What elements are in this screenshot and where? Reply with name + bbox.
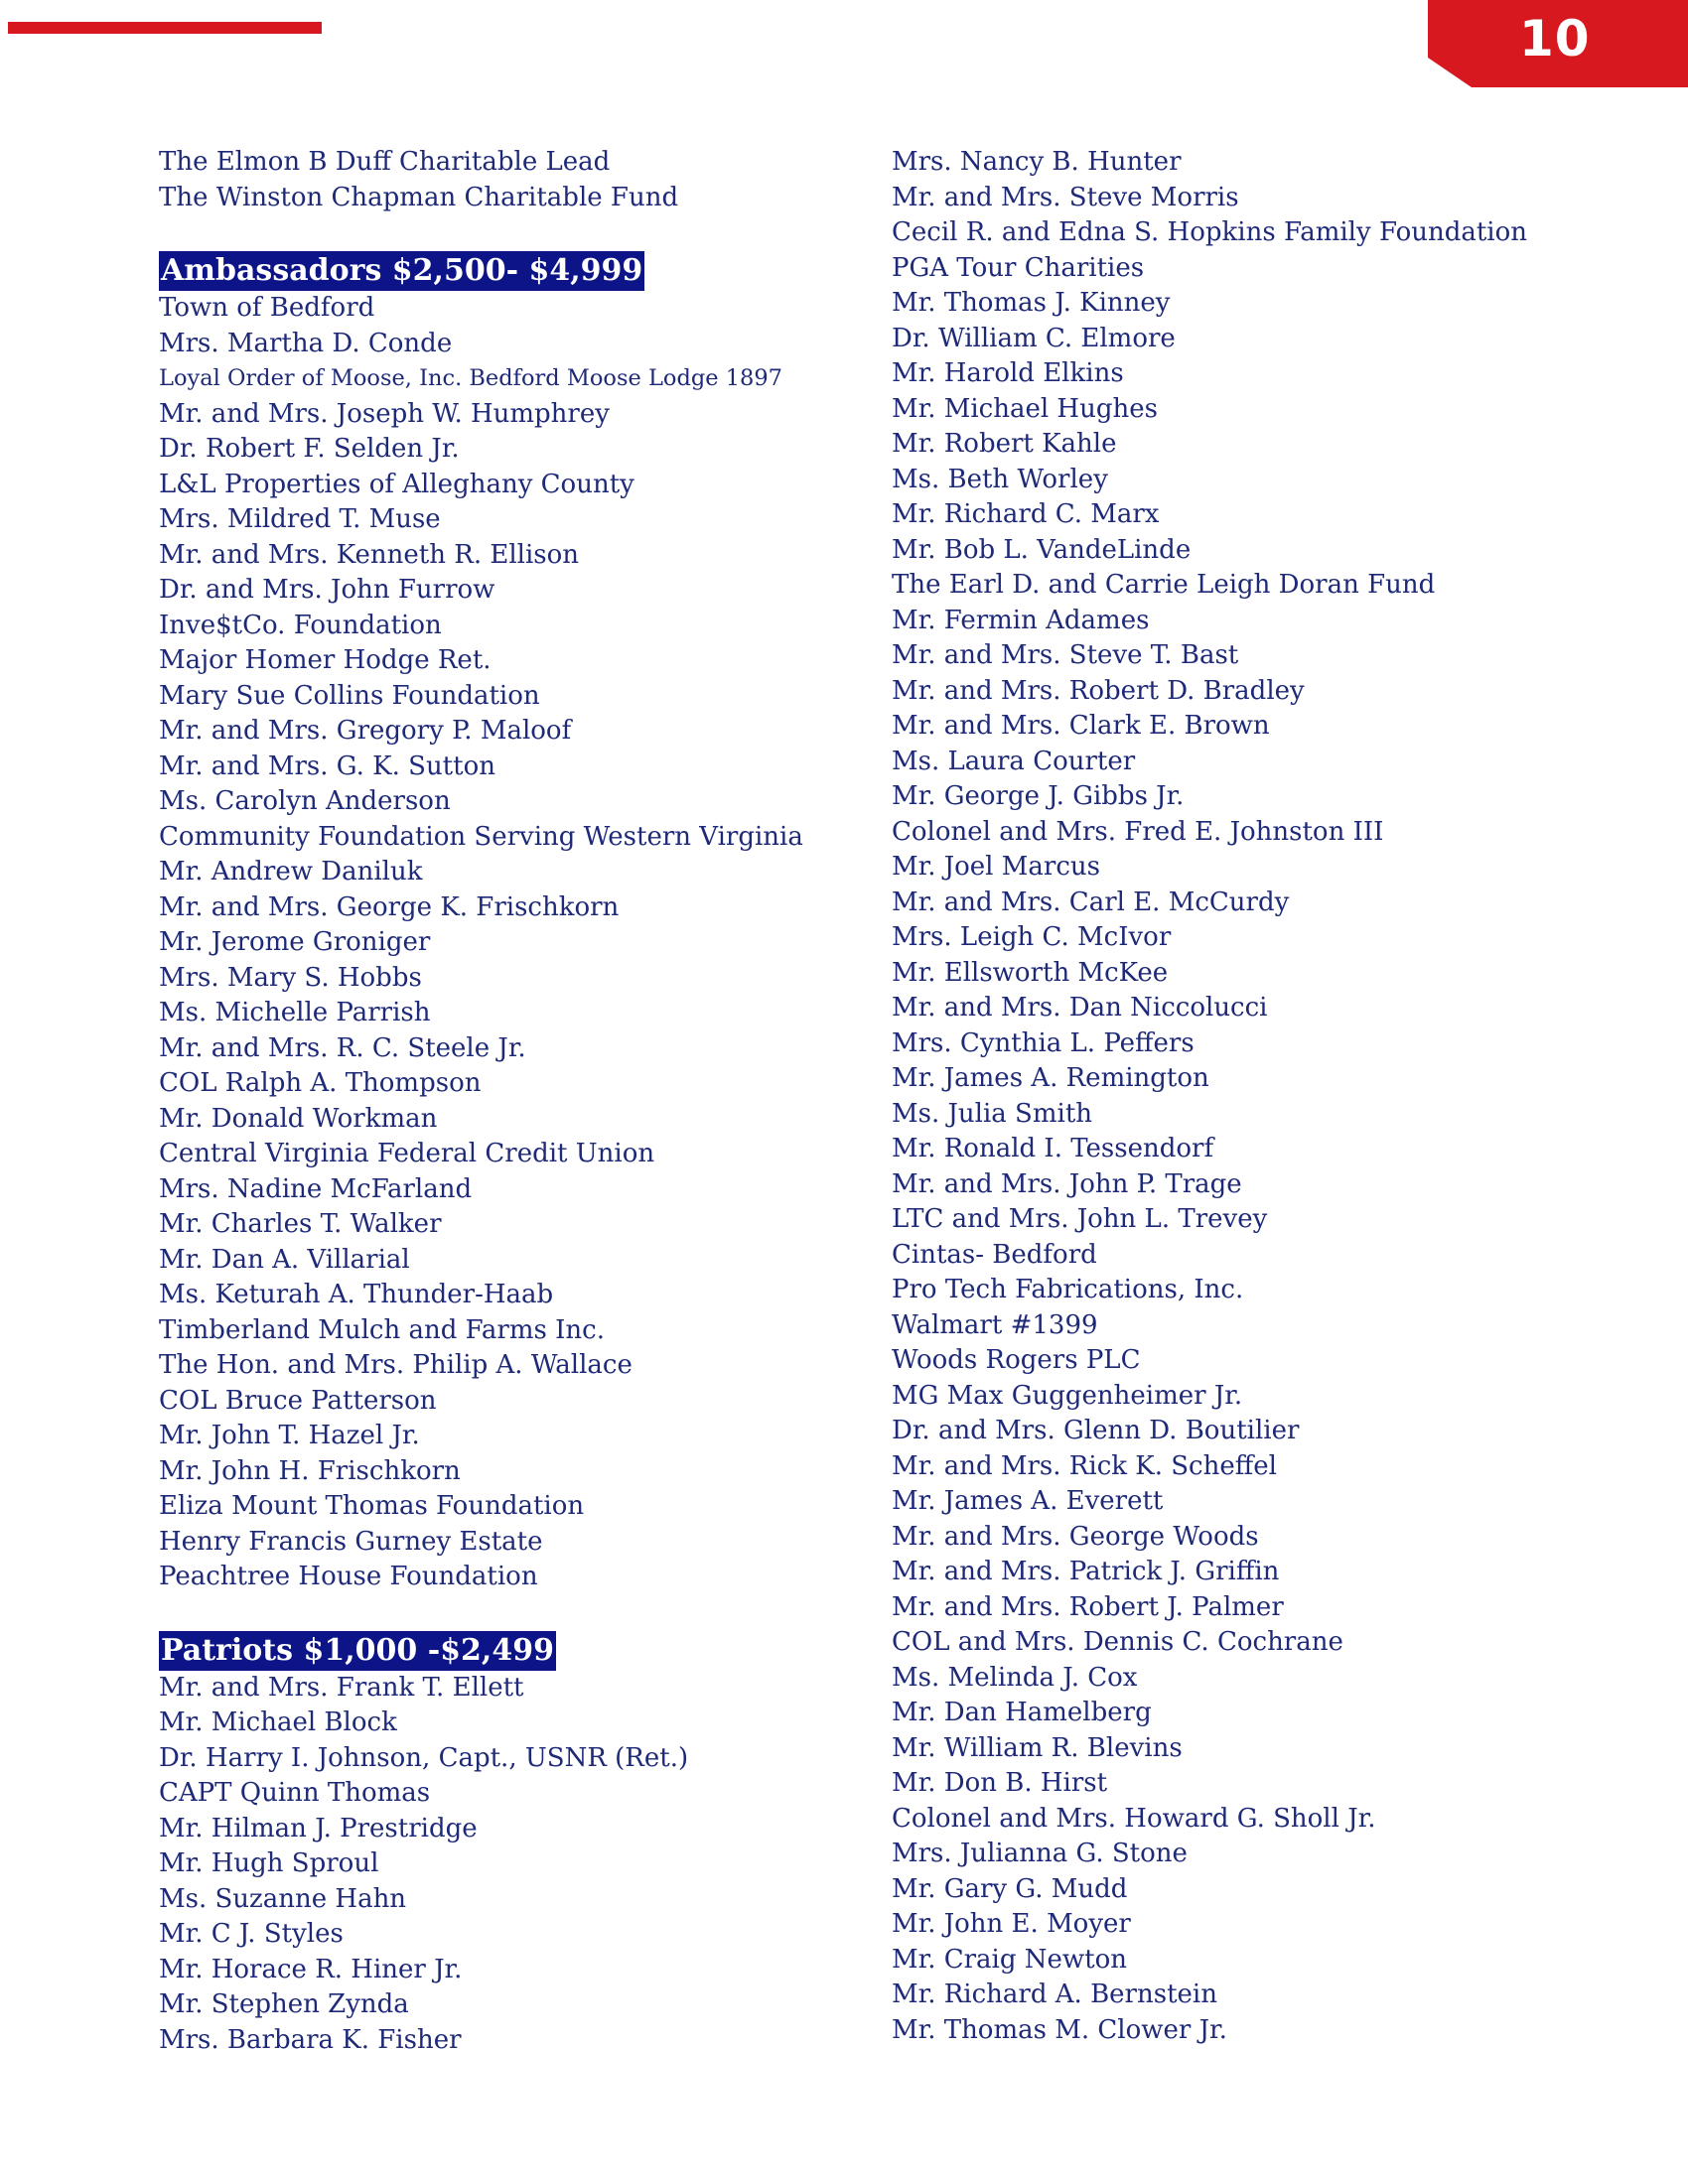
- donor-name: Mr. Richard A. Bernstein: [892, 1979, 1217, 2009]
- donor-name: Mr. James A. Remington: [892, 1063, 1209, 1093]
- donor-name: Dr. and Mrs. Glenn D. Boutilier: [892, 1416, 1300, 1445]
- donor-name: The Winston Chapman Charitable Fund: [159, 182, 679, 212]
- donor-name: Ms. Michelle Parrish: [159, 998, 431, 1027]
- donor-name: Mr. and Mrs. George K. Frischkorn: [159, 891, 620, 922]
- left-column: [159, 145, 854, 2058]
- donor-name: Mr. Charles T. Walker: [159, 1209, 442, 1239]
- donor-name: Ms. Julia Smith: [892, 1098, 1093, 1129]
- donor-name: Cintas- Bedford: [892, 1239, 1097, 1270]
- donor-name: Mr. and Mrs. Robert J. Palmer: [892, 1591, 1284, 1622]
- donor-name: Cecil R. and Edna S. Hopkins Family Foundation: [892, 217, 1528, 247]
- donor-name: Ms. Melinda J. Cox: [892, 1662, 1138, 1693]
- donor-name: Dr. and Mrs. John Furrow: [159, 575, 495, 605]
- donor-name: Mr. Joel Marcus: [892, 852, 1100, 882]
- donor-name: Mr. John T. Hazel Jr.: [159, 1421, 420, 1450]
- donor-name: Dr. Robert F. Selden Jr.: [159, 434, 460, 464]
- ambassadors-heading: Ambassadors $2,500- $4,999: [159, 251, 644, 291]
- donor-name: The Elmon B Duff Charitable Lead: [159, 147, 611, 177]
- donor-name: Mr. Gary G. Mudd: [892, 1873, 1128, 1904]
- donor-name: Pro Tech Fabrications, Inc.: [892, 1275, 1244, 1304]
- donor-name: Mr. Donald Workman: [159, 1103, 438, 1134]
- top-accent-rule: [8, 22, 322, 34]
- donor-name: Mary Sue Collins Foundation: [159, 680, 540, 711]
- donor-name: Peachtree House Foundation: [159, 1562, 538, 1591]
- donor-name: Mr. George J. Gibbs Jr.: [892, 781, 1185, 811]
- donor-name: Mr. Hilman J. Prestridge: [159, 1813, 478, 1843]
- donor-name: Ms. Beth Worley: [892, 464, 1108, 494]
- donor-name: Walmart #1399: [892, 1309, 1098, 1340]
- intro-list: [159, 145, 854, 215]
- donor-name: COL and Mrs. Dennis C. Cochrane: [892, 1627, 1343, 1657]
- donor-name: COL Ralph A. Thompson: [159, 1068, 482, 1098]
- donor-name: L&L Properties of Alleghany County: [159, 469, 634, 499]
- donor-name: LTC and Mrs. John L. Trevey: [892, 1204, 1268, 1234]
- donor-name: Mr. Jerome Groniger: [159, 927, 431, 957]
- donor-name: Mr. Don B. Hirst: [892, 1768, 1108, 1798]
- donor-name: Mrs. Cynthia L. Peffers: [892, 1027, 1195, 1058]
- donor-name: Mr. Ellsworth McKee: [892, 957, 1169, 988]
- donor-name: Mrs. Nadine McFarland: [159, 1173, 473, 1204]
- donor-name: Mrs. Leigh C. McIvor: [892, 922, 1172, 952]
- donor-name: Mr. Michael Hughes: [892, 393, 1158, 424]
- right-column: [892, 145, 1646, 2048]
- donor-name: Mr. Thomas M. Clower Jr.: [892, 2014, 1227, 2045]
- donor-name: Mrs. Julianna G. Stone: [892, 1839, 1188, 1868]
- donor-name: The Hon. and Mrs. Philip A. Wallace: [159, 1350, 633, 1380]
- donor-name: Mr. and Mrs. Patrick J. Griffin: [892, 1557, 1280, 1586]
- donor-name: Mrs. Mary S. Hobbs: [159, 962, 422, 993]
- donor-name: Woods Rogers PLC: [892, 1345, 1141, 1375]
- donor-name: Mr. and Mrs. Robert D. Bradley: [892, 675, 1305, 706]
- ambassadors-heading-row: [159, 251, 854, 291]
- donor-name: Mr. and Mrs. Carl E. McCurdy: [892, 887, 1290, 917]
- donor-name: Mr. Andrew Daniluk: [159, 857, 423, 887]
- donor-name: Mr. Ronald I. Tessendorf: [892, 1134, 1214, 1163]
- donor-name: Dr. Harry I. Johnson, Capt., USNR (Ret.): [159, 1742, 689, 1773]
- donor-name: Ms. Suzanne Hahn: [159, 1883, 407, 1914]
- donor-name: Loyal Order of Moose, Inc. Bedford Moose Lodge 1897: [159, 365, 783, 391]
- donor-name: Mr. John E. Moyer: [892, 1909, 1131, 1939]
- donor-name: Dr. William C. Elmore: [892, 323, 1176, 353]
- donor-name: Mrs. Barbara K. Fisher: [159, 2024, 462, 2055]
- donor-name: Mr. Craig Newton: [892, 1944, 1128, 1975]
- donor-name: Mr. and Mrs. Rick K. Scheffel: [892, 1450, 1277, 1481]
- donor-name: Town of Bedford: [159, 293, 375, 323]
- donor-name: Mr. Hugh Sproul: [159, 1848, 379, 1878]
- donor-name: Henry Francis Gurney Estate: [159, 1526, 543, 1557]
- donor-name: Mr. and Mrs. R. C. Steele Jr.: [159, 1032, 526, 1063]
- donor-name: Mr. William R. Blevins: [892, 1732, 1183, 1763]
- donor-name: CAPT Quinn Thomas: [159, 1778, 431, 1808]
- donor-name: Mr. and Mrs. George Woods: [892, 1521, 1259, 1552]
- donor-name: Mr. and Mrs. Steve Morris: [892, 182, 1239, 212]
- donor-name: Mr. John H. Frischkorn: [159, 1455, 461, 1486]
- donor-name: Eliza Mount Thomas Foundation: [159, 1491, 585, 1521]
- donor-name: Mrs. Nancy B. Hunter: [892, 147, 1182, 177]
- donor-name: Timberland Mulch and Farms Inc.: [159, 1314, 605, 1345]
- donor-name: Colonel and Mrs. Howard G. Sholl Jr.: [892, 1803, 1376, 1834]
- donor-name: Mr. and Mrs. Gregory P. Maloof: [159, 716, 572, 746]
- donor-name: Mr. C J. Styles: [159, 1919, 344, 1949]
- donor-name: Inve$tCo. Foundation: [159, 610, 442, 640]
- donor-name: Mr. Michael Block: [159, 1707, 397, 1737]
- donor-name: Colonel and Mrs. Fred E. Johnston III: [892, 816, 1384, 847]
- donor-name: Mr. and Mrs. Clark E. Brown: [892, 711, 1270, 741]
- donor-name: COL Bruce Patterson: [159, 1385, 437, 1416]
- patriots-list: [159, 1671, 854, 2059]
- donor-name: PGA Tour Charities: [892, 252, 1145, 283]
- donor-name: Mr. Stephen Zynda: [159, 1989, 409, 2019]
- ambassadors-list: [159, 291, 854, 1595]
- donor-name: Ms. Laura Courter: [892, 746, 1136, 776]
- donor-name: Mr. Bob L. VandeLinde: [892, 534, 1192, 565]
- donor-name: Community Foundation Serving Western Virginia: [159, 821, 803, 852]
- patriots-heading-row: [159, 1631, 854, 1671]
- donor-name: Mr. Harold Elkins: [892, 358, 1124, 388]
- donor-name: Mr. and Mrs. Joseph W. Humphrey: [159, 398, 610, 429]
- donor-name: Mr. and Mrs. Kenneth R. Ellison: [159, 539, 580, 570]
- donor-name: Ms. Carolyn Anderson: [159, 786, 451, 816]
- donor-name: Mr. Dan Hamelberg: [892, 1698, 1152, 1727]
- donor-name: MG Max Guggenheimer Jr.: [892, 1380, 1243, 1411]
- donor-name: Mr. Fermin Adames: [892, 605, 1150, 635]
- donor-name: Mr. and Mrs. Frank T. Ellett: [159, 1672, 524, 1703]
- patriots-heading: Patriots $1,000 -$2,499: [159, 1631, 556, 1671]
- donor-name: Mr. Horace R. Hiner Jr.: [159, 1954, 463, 1984]
- donor-name: Mr. Dan A. Villarial: [159, 1244, 410, 1275]
- right-donor-list: [892, 145, 1646, 2048]
- donor-name: Mr. and Mrs. Dan Niccolucci: [892, 993, 1268, 1023]
- donor-name: Mrs. Martha D. Conde: [159, 328, 453, 358]
- donor-name: Mr. and Mrs. G. K. Sutton: [159, 751, 495, 781]
- donor-name: Mr. and Mrs. Steve T. Bast: [892, 640, 1239, 670]
- donor-name: Mr. Robert Kahle: [892, 429, 1117, 459]
- donor-name: The Earl D. and Carrie Leigh Doran Fund: [892, 570, 1436, 600]
- donor-name: Mr. Richard C. Marx: [892, 499, 1160, 529]
- donor-name: Mr. Thomas J. Kinney: [892, 288, 1171, 318]
- donor-name: Mrs. Mildred T. Muse: [159, 504, 441, 534]
- donor-name: Mr. James A. Everett: [892, 1486, 1164, 1516]
- donor-name: Ms. Keturah A. Thunder-Haab: [159, 1280, 554, 1309]
- donor-name: Major Homer Hodge Ret.: [159, 645, 492, 675]
- donor-name: Central Virginia Federal Credit Union: [159, 1139, 655, 1168]
- page-number: 10: [1519, 10, 1591, 68]
- donor-name: Mr. and Mrs. John P. Trage: [892, 1168, 1242, 1199]
